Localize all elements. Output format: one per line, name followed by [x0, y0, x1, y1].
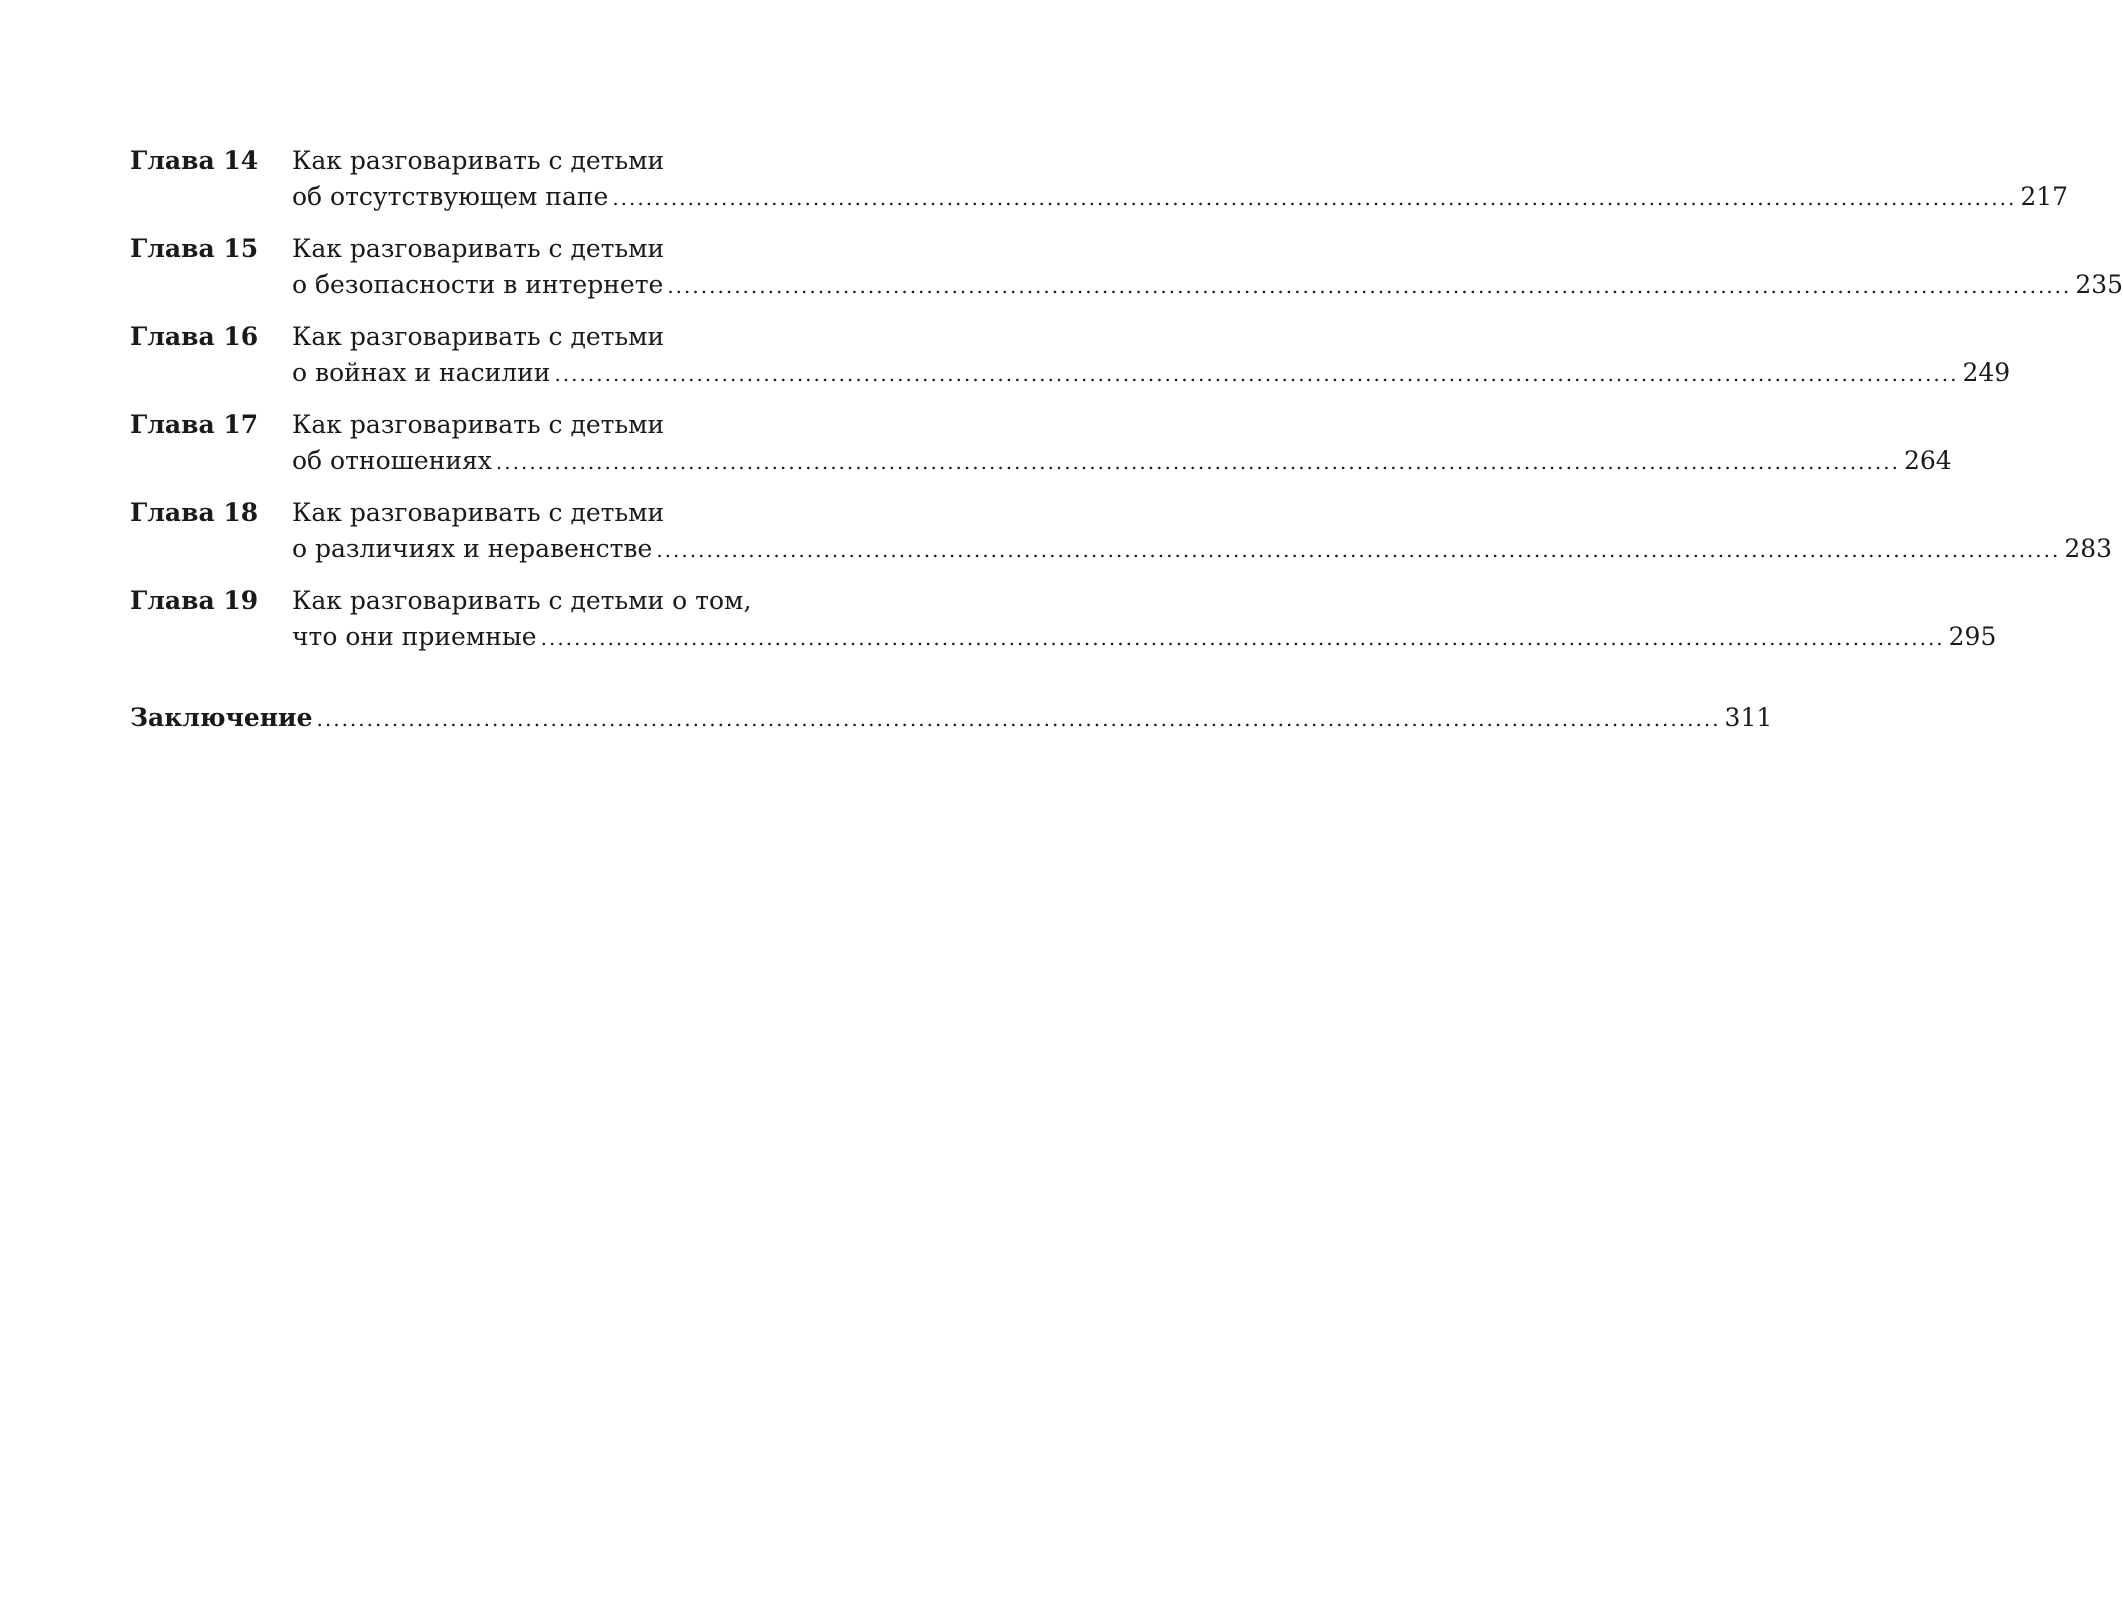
dot-leader: [317, 701, 1721, 737]
page-number: 311: [1724, 703, 1773, 732]
chapter-label: Глава 15: [130, 234, 259, 263]
dot-leader: [541, 620, 1945, 656]
toc-entry-chapter-14[interactable]: [130, 143, 2069, 216]
chapter-title-line-2: о различиях и неравенстве: [292, 534, 653, 563]
chapter-title-line-1: Как разговаривать с детьми о том,: [292, 586, 752, 615]
conclusion-label: Заключение: [130, 703, 313, 732]
chapter-title: [292, 495, 2112, 568]
chapter-title-line-1: Как разговаривать с детьми: [292, 146, 665, 175]
toc-entry-chapter-16[interactable]: [130, 319, 2011, 392]
chapter-title-line-2-row: [292, 267, 2123, 304]
page-number: 217: [2020, 182, 2069, 211]
chapter-title-line-2-row: [292, 619, 1996, 656]
chapter-title-line-1: Как разговаривать с детьми: [292, 498, 665, 527]
chapter-title-line-2: об отношениях: [292, 446, 492, 475]
chapter-label: Глава 17: [130, 410, 259, 439]
chapter-title-line-2-row: [292, 443, 1952, 480]
chapter-title-line-2: об отсутствующем папе: [292, 182, 609, 211]
chapter-title: [292, 319, 2010, 392]
dot-leader: [612, 180, 2016, 216]
page-number: 264: [1903, 446, 1952, 475]
chapter-title-line-1: Как разговаривать с детьми: [292, 234, 665, 263]
chapter-title-line-2-row: [292, 355, 2010, 392]
chapter-title-line-1: Как разговаривать с детьми: [292, 410, 665, 439]
chapter-label: Глава 19: [130, 586, 259, 615]
dot-leader: [667, 268, 2071, 304]
chapter-title: [292, 143, 2068, 216]
chapter-title-line-2: о войнах и насилии: [292, 358, 551, 387]
page-number: 295: [1948, 622, 1997, 651]
toc-entry-conclusion[interactable]: [130, 700, 1773, 737]
table-of-contents: [130, 143, 2123, 737]
toc-entry-chapter-18[interactable]: [130, 495, 2113, 568]
dot-leader: [656, 532, 2060, 568]
chapter-label: Глава 16: [130, 322, 259, 351]
toc-entry-chapter-15[interactable]: [130, 231, 2123, 304]
chapter-title: [292, 407, 1952, 480]
chapter-label: Глава 14: [130, 146, 259, 175]
chapter-title-line-2-row: [292, 179, 2068, 216]
chapter-title-line-2-row: [292, 531, 2112, 568]
page-number: 235: [2075, 270, 2123, 299]
toc-entry-chapter-17[interactable]: [130, 407, 1952, 480]
chapter-title: [292, 583, 1996, 656]
dot-leader: [496, 444, 1900, 480]
chapter-label: Глава 18: [130, 498, 259, 527]
chapter-title: [292, 231, 2123, 304]
toc-entry-chapter-19[interactable]: [130, 583, 1997, 656]
chapter-title-line-1: Как разговаривать с детьми: [292, 322, 665, 351]
chapter-title-line-2: что они приемные: [292, 622, 537, 651]
page-number: 283: [2064, 534, 2113, 563]
page-number: 249: [1962, 358, 2011, 387]
chapter-title-line-2: о безопасности в интернете: [292, 270, 664, 299]
dot-leader: [554, 356, 1958, 392]
